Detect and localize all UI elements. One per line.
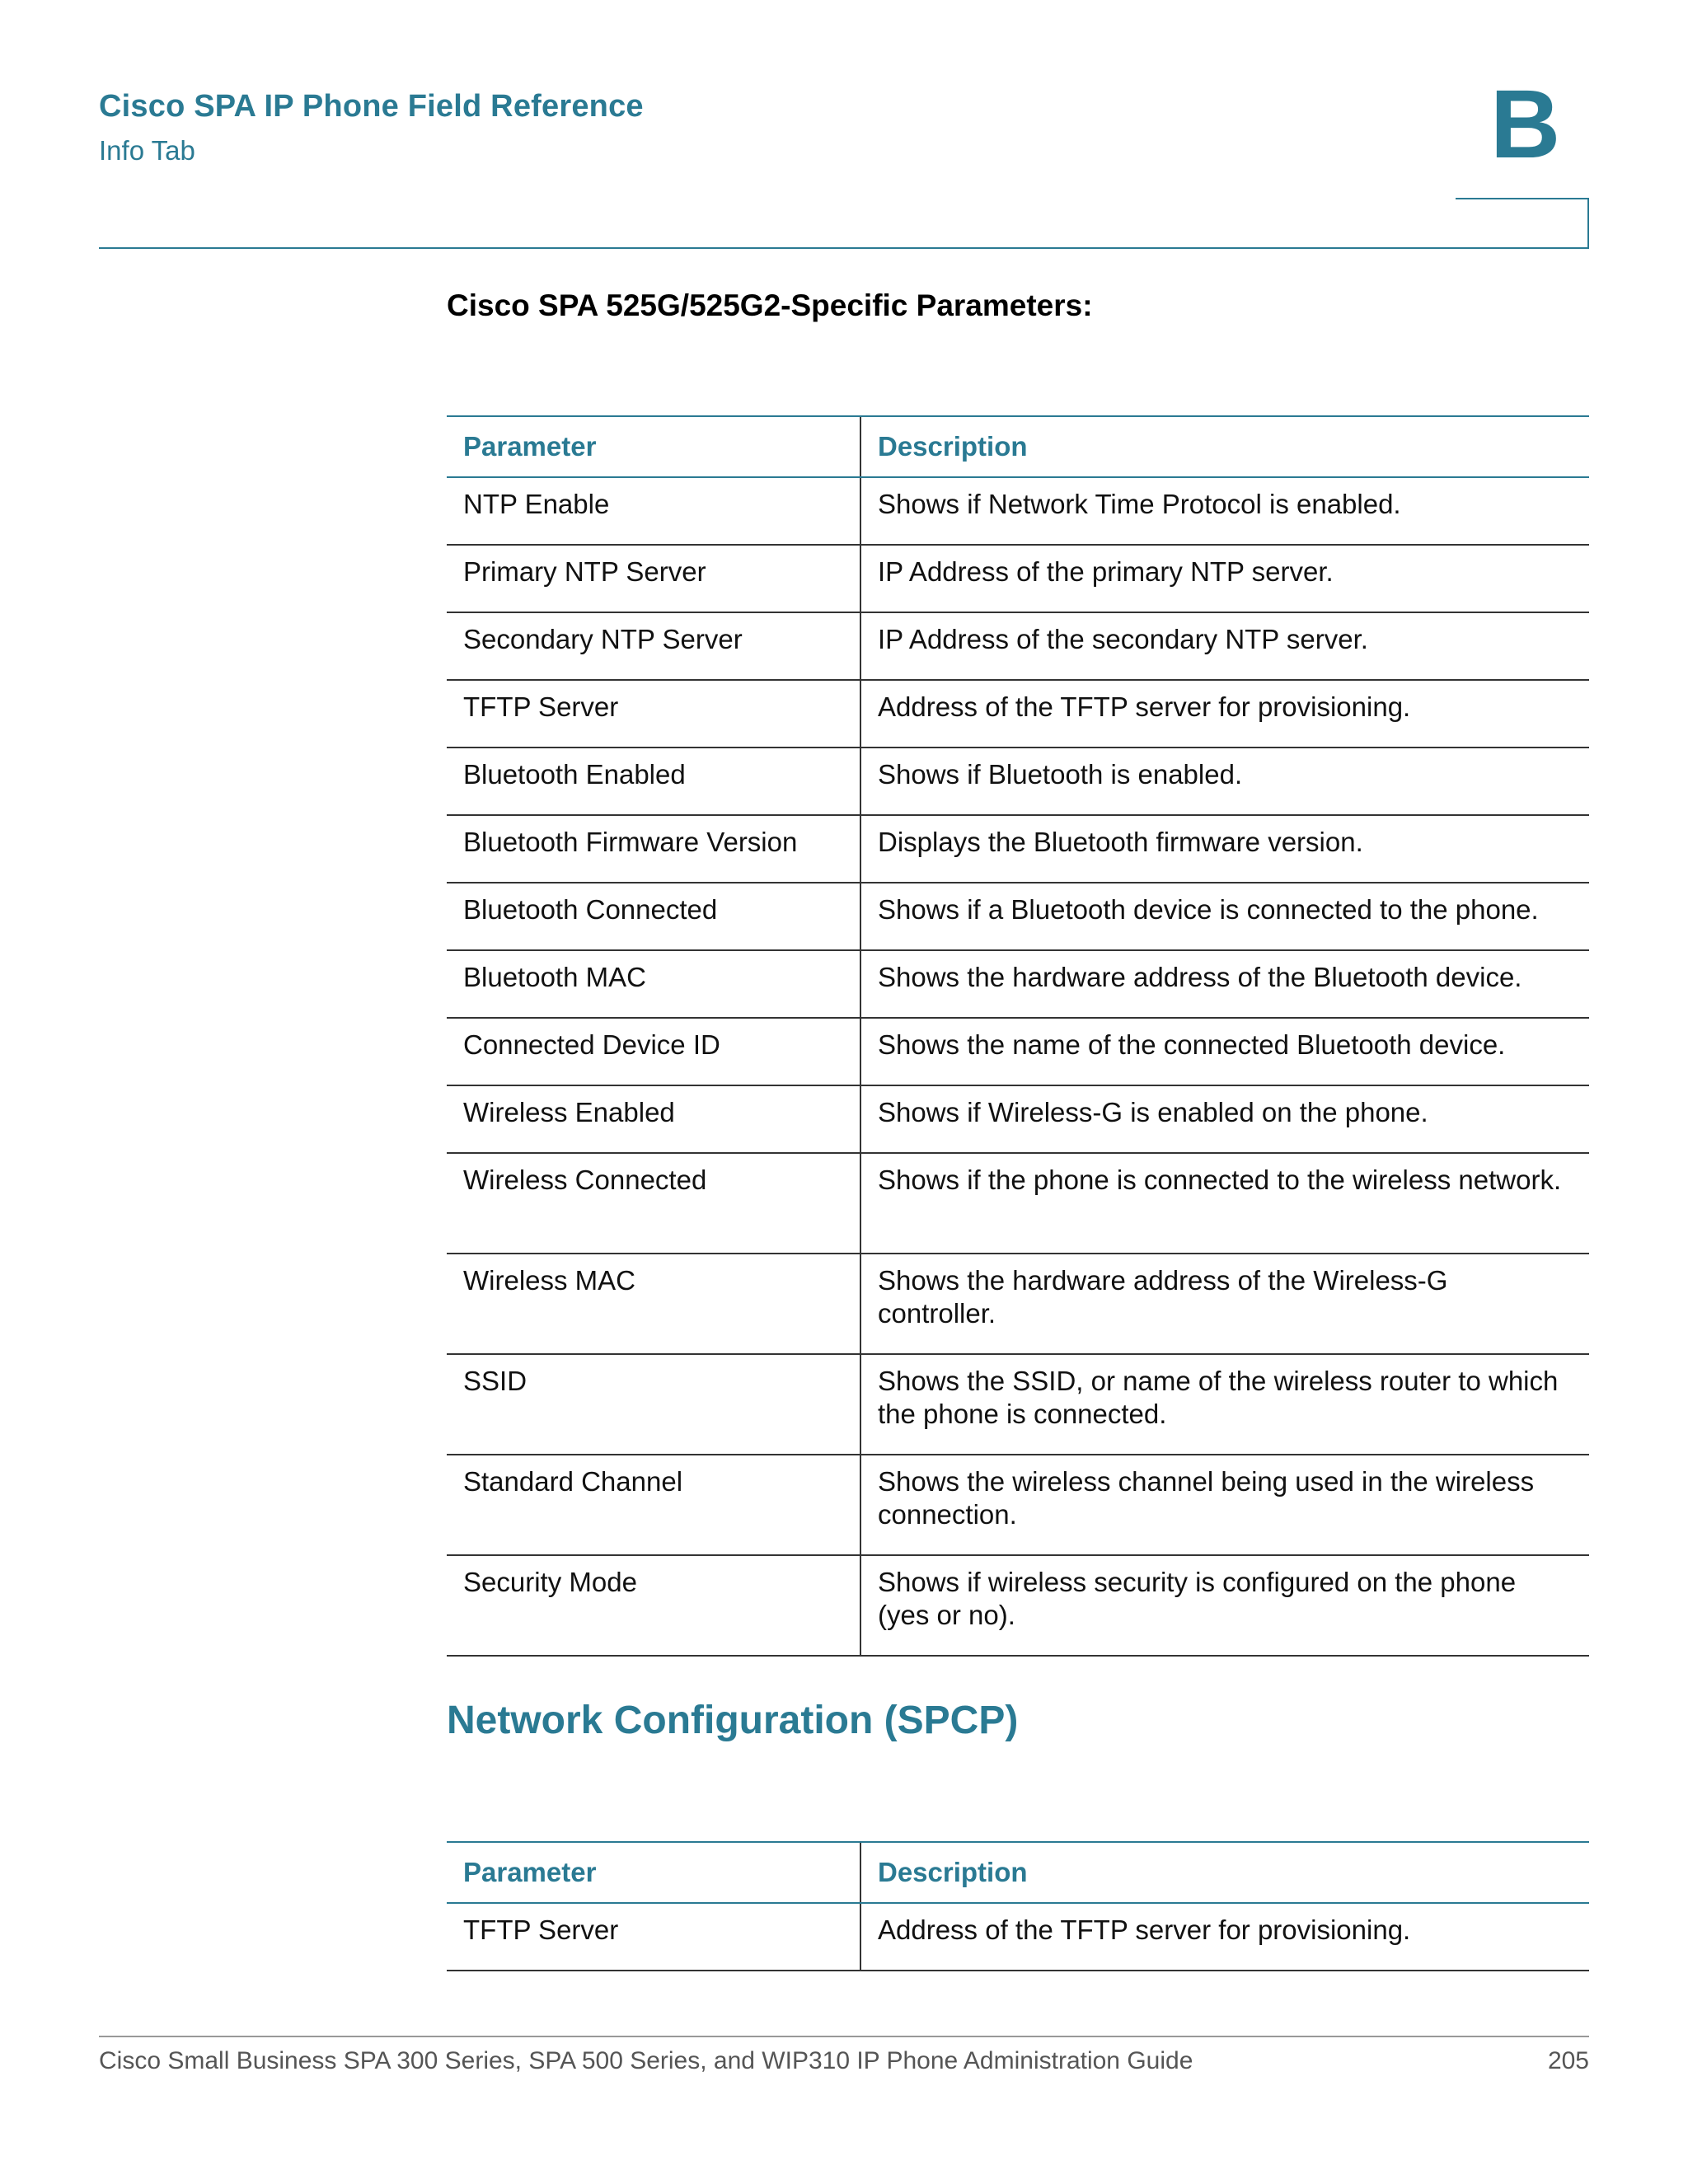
parameter-cell: SSID (447, 1354, 860, 1455)
table-row (447, 477, 1589, 545)
parameter-cell: Connected Device ID (447, 1018, 860, 1085)
footer-guide-title: Cisco Small Business SPA 300 Series, SPA 500 Series, and WIP310 IP Phone Administration Guide (99, 2047, 1193, 2074)
description-cell: Shows if the phone is connected to the wireless network. (860, 1153, 1589, 1254)
table-row (447, 1455, 1589, 1555)
parameter-cell: Wireless Connected (447, 1153, 860, 1254)
table-row (447, 680, 1589, 748)
page-number: 205 (1547, 2047, 1589, 2074)
parameter-cell: Security Mode (447, 1555, 860, 1656)
description-cell: Shows if wireless security is configured on the phone (yes or no). (860, 1555, 1589, 1656)
column-header-parameter: Parameter (447, 1842, 860, 1903)
chapter-letter: B (1490, 70, 1561, 179)
table-row (447, 815, 1589, 883)
description-cell: IP Address of the primary NTP server. (860, 545, 1589, 612)
description-cell: Shows the hardware address of the Wireless-G controller. (860, 1254, 1589, 1354)
parameter-cell: NTP Enable (447, 477, 860, 545)
description-cell: Shows if Bluetooth is enabled. (860, 748, 1589, 815)
parameters-table (447, 415, 1589, 1657)
parameter-cell: Primary NTP Server (447, 545, 860, 612)
table-row (447, 1354, 1589, 1455)
table-row (447, 950, 1589, 1018)
description-cell: Shows the wireless channel being used in the wireless connection. (860, 1455, 1589, 1555)
column-header-description: Description (860, 1842, 1589, 1903)
table-row (447, 1018, 1589, 1085)
column-header-parameter: Parameter (447, 416, 860, 477)
table-row (447, 612, 1589, 680)
footer-rule (99, 2036, 1589, 2037)
parameter-cell: Bluetooth Firmware Version (447, 815, 860, 883)
table-row (447, 1903, 1589, 1971)
chapter-tab-box (1456, 198, 1589, 249)
section-heading-525g: Cisco SPA 525G/525G2-Specific Parameters: (447, 288, 1093, 322)
table-row (447, 545, 1589, 612)
running-header-subtitle: Info Tab (99, 135, 195, 166)
parameter-cell: Wireless Enabled (447, 1085, 860, 1153)
column-header-description: Description (860, 416, 1589, 477)
section-heading-network-configuration: Network Configuration (SPCP) (447, 1699, 1019, 1742)
header-rule (99, 247, 1589, 249)
table-header-row (447, 1842, 1589, 1903)
table-header-row (447, 416, 1589, 477)
description-cell: Shows if a Bluetooth device is connected to the phone. (860, 883, 1589, 950)
description-cell: IP Address of the secondary NTP server. (860, 612, 1589, 680)
table-row (447, 883, 1589, 950)
description-cell: Shows the name of the connected Bluetooth device. (860, 1018, 1589, 1085)
parameter-cell: TFTP Server (447, 680, 860, 748)
parameter-cell: TFTP Server (447, 1903, 860, 1971)
description-cell: Displays the Bluetooth firmware version. (860, 815, 1589, 883)
running-header-title: Cisco SPA IP Phone Field Reference (99, 89, 644, 124)
description-cell: Shows if Network Time Protocol is enabled. (860, 477, 1589, 545)
parameter-cell: Wireless MAC (447, 1254, 860, 1354)
table-row (447, 1153, 1589, 1254)
parameter-cell: Bluetooth MAC (447, 950, 860, 1018)
description-cell: Shows the SSID, or name of the wireless router to which the phone is connected. (860, 1354, 1589, 1455)
description-cell: Shows if Wireless-G is enabled on the phone. (860, 1085, 1589, 1153)
description-cell: Shows the hardware address of the Bluetooth device. (860, 950, 1589, 1018)
network-configuration-table (447, 1841, 1589, 1971)
table-row (447, 1555, 1589, 1656)
parameter-cell: Bluetooth Connected (447, 883, 860, 950)
parameter-cell: Standard Channel (447, 1455, 860, 1555)
table-row (447, 1254, 1589, 1354)
description-cell: Address of the TFTP server for provisioning. (860, 680, 1589, 748)
description-cell: Address of the TFTP server for provisioning. (860, 1903, 1589, 1971)
parameter-cell: Secondary NTP Server (447, 612, 860, 680)
table-row (447, 1085, 1589, 1153)
parameter-cell: Bluetooth Enabled (447, 748, 860, 815)
table-row (447, 748, 1589, 815)
